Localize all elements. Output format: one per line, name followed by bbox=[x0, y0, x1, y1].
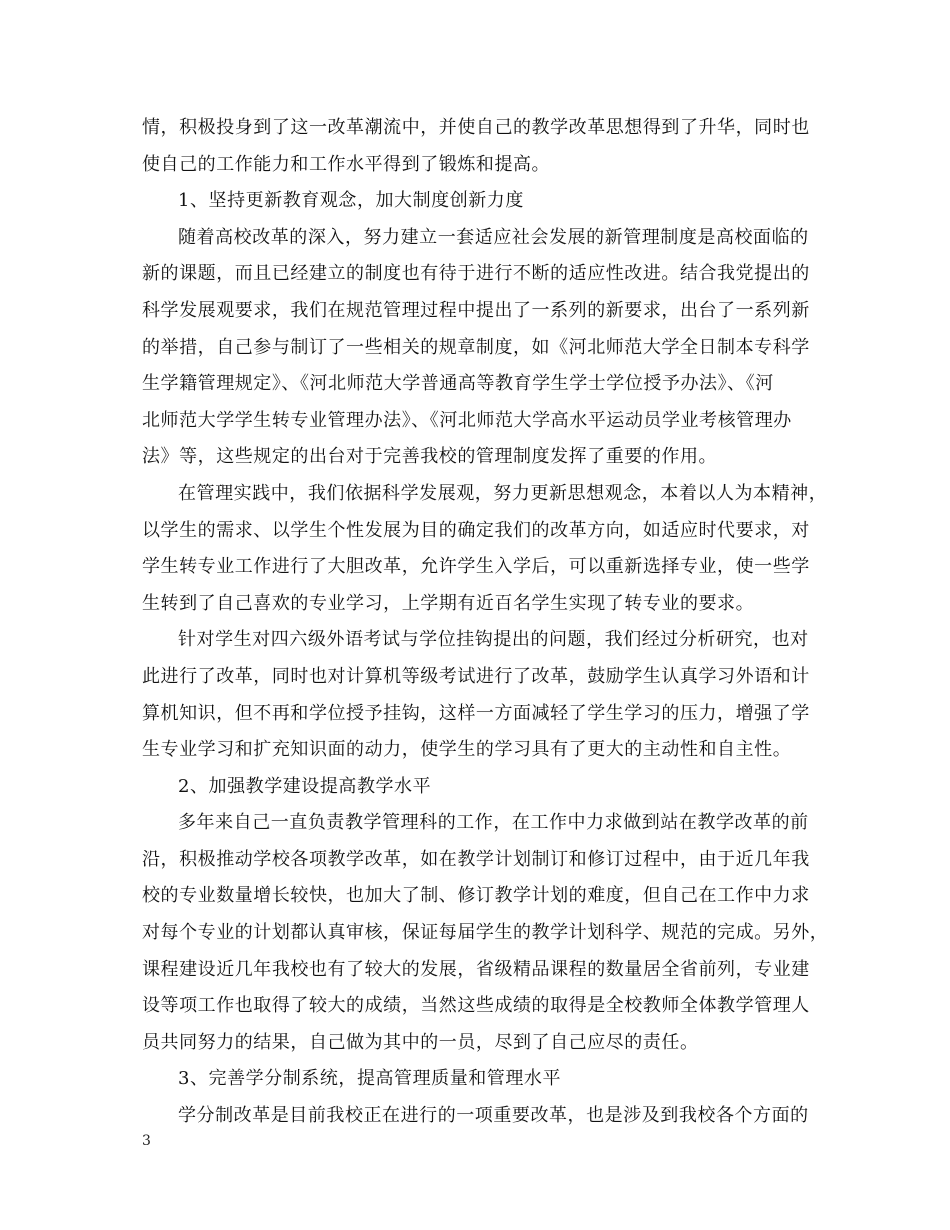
paragraph-start: 随着高校改革的深入，努力建立一套适应社会发展的新管理制度是高校面临的 bbox=[178, 226, 809, 248]
text-line: 校的专业数量增长较快，也加大了制、修订教学计划的难度，但自己在工作中力求 bbox=[142, 885, 810, 907]
paragraph-start: 多年来自己一直负责教学管理科的工作，在工作中力求做到站在教学改革的前 bbox=[178, 812, 809, 834]
text-line: 员共同努力的结果，自己做为其中的一员，尽到了自己应尽的责任。 bbox=[142, 1031, 699, 1053]
text-line: 沿，积极推动学校各项教学改革，如在教学计划制订和修订过程中，由于近几年我 bbox=[142, 848, 810, 870]
text-line: 新的课题，而且已经建立的制度也有待于进行不断的适应性改进。结合我党提出的 bbox=[142, 263, 810, 285]
text-line: 科学发展观要求，我们在规范管理过程中提出了一系列的新要求，出台了一系列新 bbox=[142, 299, 810, 321]
text-line: 以学生的需求、以学生个性发展为目的确定我们的改革方向，如适应时代要求，对 bbox=[142, 519, 810, 541]
section-heading-3: 3、完善学分制系统，提高管理质量和管理水平 bbox=[178, 1068, 561, 1090]
section-heading-2: 2、加强教学建设提高教学水平 bbox=[178, 775, 432, 797]
text-line: 生学籍管理规定》、《河北师范大学普通高等教育学生学士学位授予办法》、《河 bbox=[142, 373, 774, 395]
document-body bbox=[142, 110, 829, 1135]
text-line: 北师范大学学生转专业管理办法》、《河北师范大学高水平运动员学业考核管理办 bbox=[142, 409, 792, 431]
text-line: 此进行了改革，同时也对计算机等级考试进行了改革，鼓励学生认真学习外语和计 bbox=[142, 665, 810, 687]
text-line: 学生转专业工作进行了大胆改革，允许学生入学后，可以重新选择专业，使一些学 bbox=[142, 556, 810, 578]
text-line: 情，积极投身到了这一改革潮流中，并使自己的教学改革思想得到了升华，同时也 bbox=[142, 117, 810, 138]
text-line: 生转到了自己喜欢的专业学习，上学期有近百名学生实现了转专业的要求。 bbox=[142, 592, 755, 614]
text-line: 设等项工作也取得了较大的成绩，当然这些成绩的取得是全校教师全体教学管理人 bbox=[142, 995, 810, 1017]
paragraph-start: 学分制改革是目前我校正在进行的一项重要改革，也是涉及到我校各个方面的 bbox=[178, 1105, 809, 1127]
text-line: 生专业学习和扩充知识面的动力，使学生的学习具有了更大的主动性和自主性。 bbox=[142, 739, 792, 761]
text-line: 的举措，自己参与制订了一些相关的规章制度，如《河北师范大学全日制本专科学 bbox=[142, 336, 810, 358]
paragraph-start: 针对学生对四六级外语考试与学位挂钩提出的问题，我们经过分析研究，也对 bbox=[178, 629, 809, 651]
page-number: 3 bbox=[142, 1133, 151, 1149]
text-line: 使自己的工作能力和工作水平得到了锻炼和提高。 bbox=[142, 153, 551, 175]
paragraph-start: 在管理实践中，我们依据科学发展观，努力更新思想观念，本着以人为本精神， bbox=[178, 482, 828, 504]
text-line: 课程建设近几年我校也有了较大的发展，省级精品课程的数量居全省前列，专业建 bbox=[142, 958, 810, 980]
section-heading-1: 1、坚持更新教育观念，加大制度创新力度 bbox=[178, 190, 524, 212]
text-line: 法》等，这些规定的出台对于完善我校的管理制度发挥了重要的作用。 bbox=[142, 446, 718, 468]
text-line: 算机知识，但不再和学位授予挂钩，这样一方面减轻了学生学习的压力，增强了学 bbox=[142, 702, 810, 724]
text-line: 对每个专业的计划都认真审核，保证每届学生的教学计划科学、规范的完成。另外， bbox=[142, 922, 829, 944]
